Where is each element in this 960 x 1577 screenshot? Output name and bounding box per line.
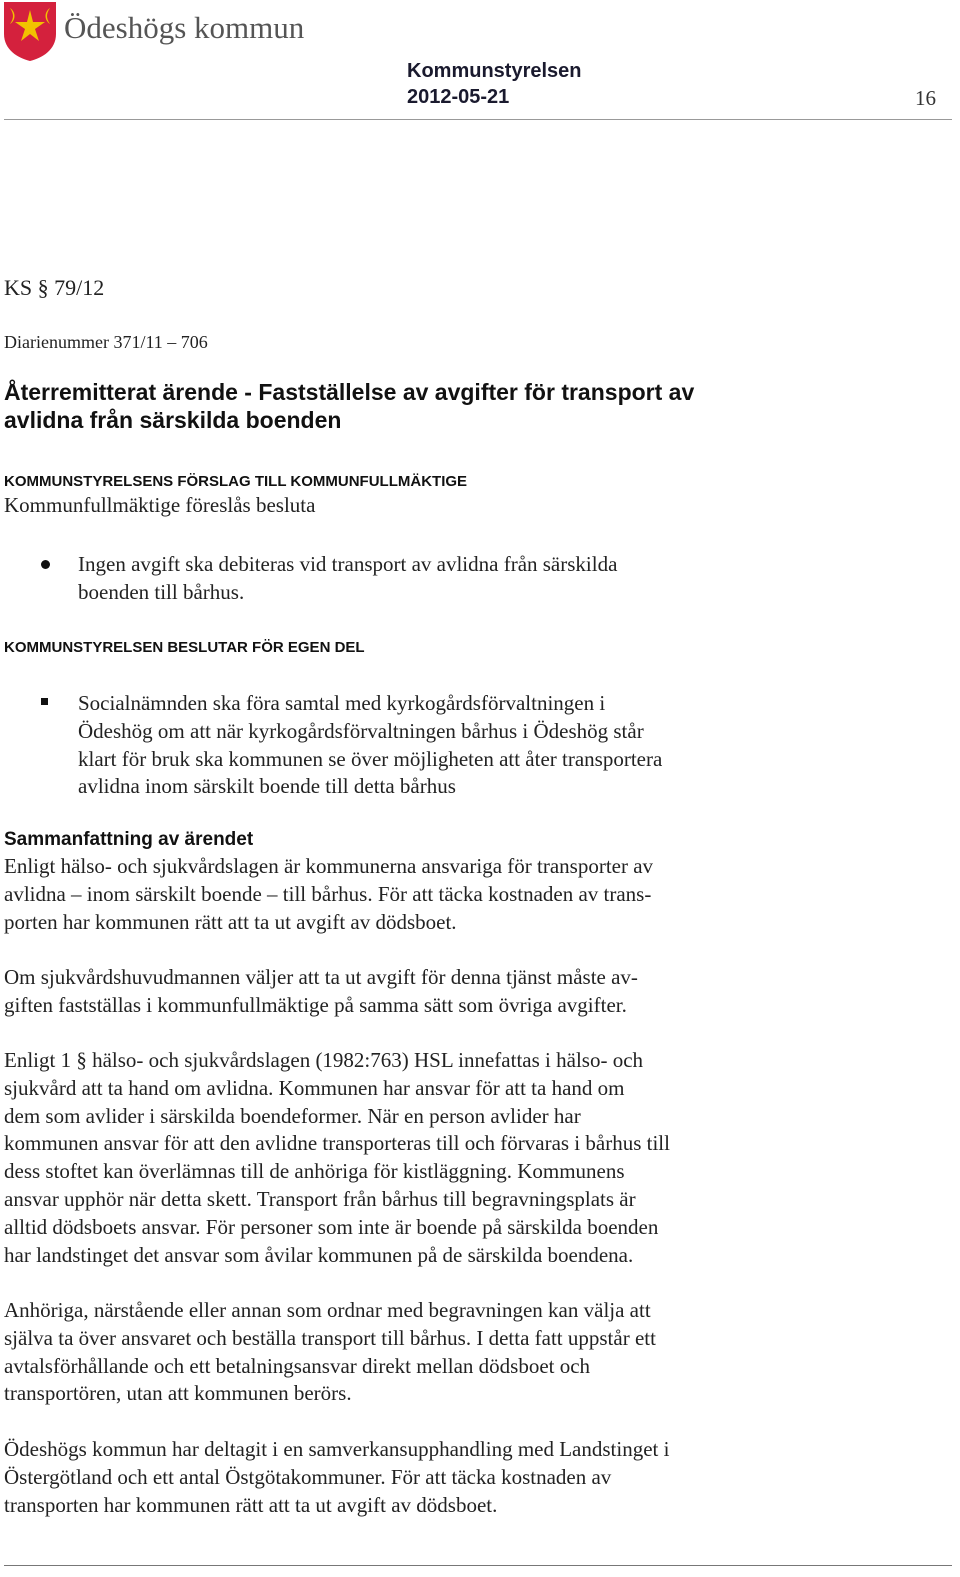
page-title <box>4 378 694 434</box>
summary-paragraph-2 <box>4 964 784 1020</box>
summary-paragraph-1 <box>4 853 784 936</box>
text-line: transporten har kommunen rätt att ta ut avgift av dödsboet. <box>4 1492 498 1517</box>
text-line: avlidna – inom särskilt boende – till bårhus. För att täcka kostnaden av trans- <box>4 881 652 906</box>
text-line: Anhöriga, närstående eller annan som ordnar med begravningen kan välja att <box>4 1298 651 1322</box>
summary-paragraph-5 <box>4 1436 784 1519</box>
text-line: Enligt hälso- och sjukvårdslagen är kommunerna ansvariga för transporter av <box>4 854 654 878</box>
bullet-text <box>78 690 662 801</box>
summary-paragraph-3 <box>4 1047 784 1269</box>
text-line: alltid dödsboets ansvar. För personer som inte är boende på särskilda boenden <box>4 1214 659 1239</box>
text-line: har landstinget det ansvar som åvilar kommunen på de särskilda boendena. <box>4 1242 634 1267</box>
municipality-logo <box>2 0 305 64</box>
bullet-line: Ingen avgift ska debiteras vid transport av avlidna från särskilda <box>78 552 618 576</box>
bullet-line: boenden till bårhus. <box>78 579 245 604</box>
header-organization: Kommunstyrelsen <box>407 60 582 82</box>
summary-heading: Sammanfattning av ärendet <box>4 829 254 850</box>
text-line: transportören, utan att kommunen berörs. <box>4 1381 352 1406</box>
text-line: porten har kommunen rätt att ta ut avgift av dödsboet. <box>4 909 457 934</box>
bullet-dot-icon <box>41 560 50 569</box>
title-line: Återremitterat ärende - Fastställelse av avgifter för transport av <box>4 379 695 405</box>
text-line: sjukvård att ta hand om avlidna. Kommunen har ansvar för att ta hand om <box>4 1075 625 1100</box>
bullet-square-icon <box>41 698 48 705</box>
proposal-heading: KOMMUNSTYRELSENS FÖRSLAG TILL KOMMUNFULLMÄKTIGE <box>4 473 468 490</box>
bullet-line: avlidna inom särskilt boende till detta bårhus <box>78 774 456 799</box>
text-line: Om sjukvårdshuvudmannen väljer att ta ut avgift för denna tjänst måste av- <box>4 965 638 989</box>
text-line: Ödeshögs kommun har deltagit i en samverkansupphandling med Landstinget i <box>4 1437 670 1461</box>
proposal-intro: Kommunfullmäktige föreslås besluta <box>4 493 316 517</box>
coat-of-arms-icon <box>2 0 58 62</box>
title-line: avlidna från särskilda boenden <box>4 407 342 433</box>
text-line: dem som avlider i särskilda boendeformer. När en person avlider har <box>4 1103 581 1128</box>
text-line: avtalsförhållande och ett betalningsansvar direkt mellan dödsboet och <box>4 1353 591 1378</box>
bullet-line: klart för bruk ska kommunen se över möjligheten att åter transportera <box>78 746 663 771</box>
header-date: 2012-05-21 <box>407 86 510 108</box>
own-decision-heading: KOMMUNSTYRELSEN BESLUTAR FÖR EGEN DEL <box>4 639 365 656</box>
ks-number: KS § 79/12 <box>4 275 105 300</box>
text-line: själva ta över ansvaret och beställa transport till bårhus. I detta fatt uppstår ett <box>4 1325 656 1350</box>
text-line: Östergötland och ett antal Östgötakommuner. För att täcka kostnaden av <box>4 1464 612 1489</box>
footer-divider <box>4 1565 952 1566</box>
text-line: kommunen ansvar för att den avlidne transporteras till och förvaras i bårhus till <box>4 1131 670 1156</box>
text-line: giften fastställas i kommunfullmäktige på samma sätt som övriga avgifter. <box>4 992 627 1017</box>
text-line: ansvar upphör när detta skett. Transport från bårhus till begravningsplats är <box>4 1186 636 1211</box>
summary-paragraph-4 <box>4 1297 784 1408</box>
text-line: dess stoftet kan överlämnas till de anhöriga för kistläggning. Kommunens <box>4 1159 625 1184</box>
diary-number: Diarienummer 371/11 – 706 <box>4 332 208 352</box>
page-number: 16 <box>915 86 936 110</box>
bullet-line: Ödeshög om att när kyrkogårdsförvaltningen bårhus i Ödeshög står <box>78 718 644 743</box>
bullet-text <box>78 551 617 607</box>
text-line: Enligt 1 § hälso- och sjukvårdslagen (1982:763) HSL innefattas i hälso- och <box>4 1048 644 1072</box>
bullet-line: Socialnämnden ska föra samtal med kyrkogårdsförvaltningen i <box>78 691 606 715</box>
logo-text: Ödeshögs kommun <box>64 10 305 45</box>
header-divider <box>4 119 952 120</box>
